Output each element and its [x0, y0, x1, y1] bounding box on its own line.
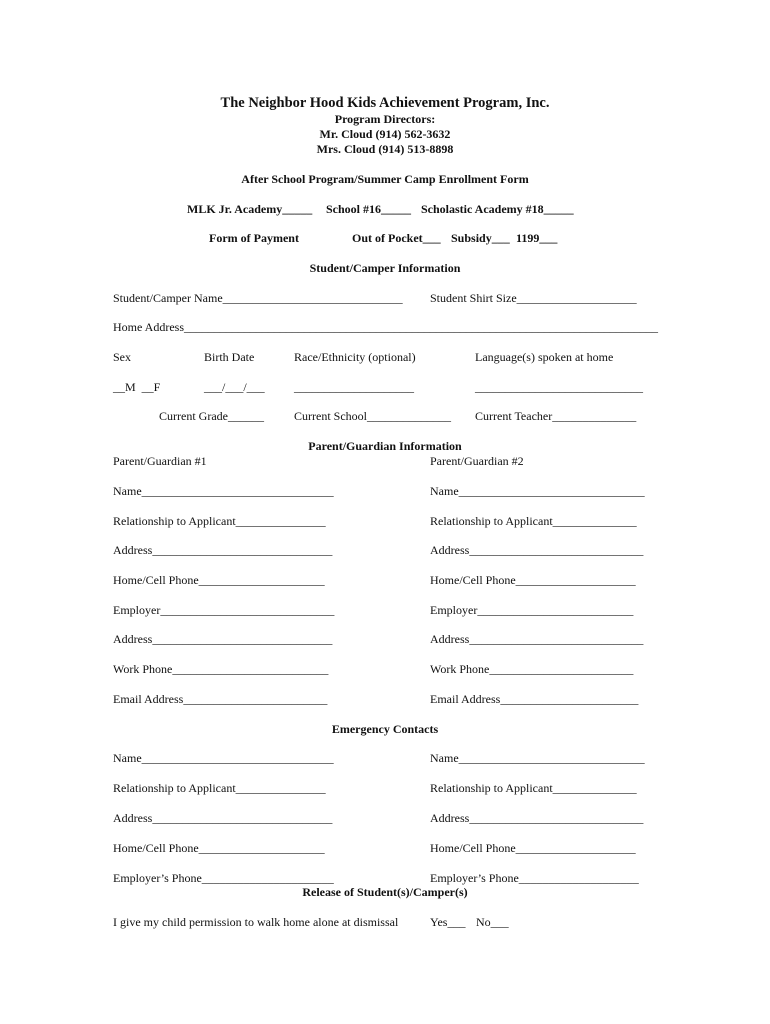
parent-section-heading: Parent/Guardian Information: [308, 439, 462, 453]
guardian-2-label: Parent/Guardian #2: [430, 454, 524, 468]
language-label: Language(s) spoken at home: [475, 350, 614, 364]
guardian-1-name-field[interactable]: Name________________________________: [113, 484, 334, 498]
guardian-2-relationship-field[interactable]: Relationship to Applicant______________: [430, 514, 637, 528]
release-no-field[interactable]: No___: [476, 915, 509, 929]
guardian-2-work-phone-field[interactable]: Work Phone________________________: [430, 662, 634, 676]
guardian-2-email-field[interactable]: Email Address_______________________: [430, 692, 639, 706]
language-field[interactable]: ____________________________: [475, 380, 643, 394]
emergency-2-employer-phone-field[interactable]: Employer’s Phone____________________: [430, 871, 639, 885]
race-field[interactable]: ____________________: [294, 380, 414, 394]
release-section-heading: Release of Student(s)/Camper(s): [302, 885, 468, 899]
school-option-scholastic[interactable]: Scholastic Academy #18_____: [421, 202, 574, 216]
payment-label: Form of Payment: [209, 231, 299, 245]
guardian-1-work-phone-field[interactable]: Work Phone__________________________: [113, 662, 329, 676]
guardian-1-address-field[interactable]: Address______________________________: [113, 543, 333, 557]
guardian-2-employer-field[interactable]: Employer__________________________: [430, 603, 634, 617]
release-statement: I give my child permission to walk home alone at dismissal: [113, 915, 399, 929]
home-address-field[interactable]: Home Address_______________________________________________________________________________: [113, 320, 658, 334]
guardian-1-employer-field[interactable]: Employer_____________________________: [113, 603, 335, 617]
organization-title: The Neighbor Hood Kids Achievement Program, Inc.: [220, 95, 550, 111]
emergency-1-address-field[interactable]: Address______________________________: [113, 811, 333, 825]
form-title: After School Program/Summer Camp Enrollment Form: [241, 172, 529, 186]
guardian-1-email-field[interactable]: Email Address________________________: [113, 692, 328, 706]
student-section-heading: Student/Camper Information: [309, 261, 461, 275]
current-teacher-field[interactable]: Current Teacher______________: [475, 409, 637, 423]
current-school-field[interactable]: Current School______________: [294, 409, 451, 423]
sex-label: Sex: [113, 350, 131, 364]
payment-out-of-pocket[interactable]: Out of Pocket___: [352, 231, 441, 245]
sex-field[interactable]: __M __F: [113, 380, 161, 394]
payment-1199[interactable]: 1199___: [516, 231, 558, 245]
guardian-2-phone-field[interactable]: Home/Cell Phone____________________: [430, 573, 636, 587]
payment-subsidy[interactable]: Subsidy___: [451, 231, 510, 245]
program-directors-label: Program Directors:: [334, 112, 436, 126]
guardian-1-label: Parent/Guardian #1: [113, 454, 207, 468]
guardian-2-name-field[interactable]: Name_______________________________: [430, 484, 645, 498]
birth-date-label: Birth Date: [204, 350, 255, 364]
director-2-contact: Mrs. Cloud (914) 513-8898: [316, 142, 454, 156]
birth-date-field[interactable]: ___/___/___: [204, 380, 265, 394]
guardian-2-employer-address-field[interactable]: Address_____________________________: [430, 632, 644, 646]
release-yes-field[interactable]: Yes___: [430, 915, 466, 929]
student-name-field[interactable]: Student/Camper Name______________________________: [113, 291, 403, 305]
current-grade-field[interactable]: Current Grade______: [159, 409, 264, 423]
emergency-1-name-field[interactable]: Name________________________________: [113, 751, 334, 765]
race-label: Race/Ethnicity (optional): [294, 350, 416, 364]
emergency-2-address-field[interactable]: Address_____________________________: [430, 811, 644, 825]
emergency-2-phone-field[interactable]: Home/Cell Phone____________________: [430, 841, 636, 855]
emergency-1-phone-field[interactable]: Home/Cell Phone_____________________: [113, 841, 325, 855]
guardian-1-relationship-field[interactable]: Relationship to Applicant_______________: [113, 514, 326, 528]
school-option-16[interactable]: School #16_____: [326, 202, 412, 216]
guardian-2-address-field[interactable]: Address_____________________________: [430, 543, 644, 557]
shirt-size-field[interactable]: Student Shirt Size____________________: [430, 291, 637, 305]
director-1-contact: Mr. Cloud (914) 562-3632: [319, 127, 451, 141]
guardian-1-employer-address-field[interactable]: Address______________________________: [113, 632, 333, 646]
emergency-1-employer-phone-field[interactable]: Employer’s Phone______________________: [113, 871, 334, 885]
emergency-2-name-field[interactable]: Name_______________________________: [430, 751, 645, 765]
guardian-1-phone-field[interactable]: Home/Cell Phone_____________________: [113, 573, 325, 587]
emergency-1-relationship-field[interactable]: Relationship to Applicant_______________: [113, 781, 326, 795]
emergency-2-relationship-field[interactable]: Relationship to Applicant______________: [430, 781, 637, 795]
school-option-mlk[interactable]: MLK Jr. Academy_____: [187, 202, 313, 216]
emergency-section-heading: Emergency Contacts: [331, 722, 439, 736]
